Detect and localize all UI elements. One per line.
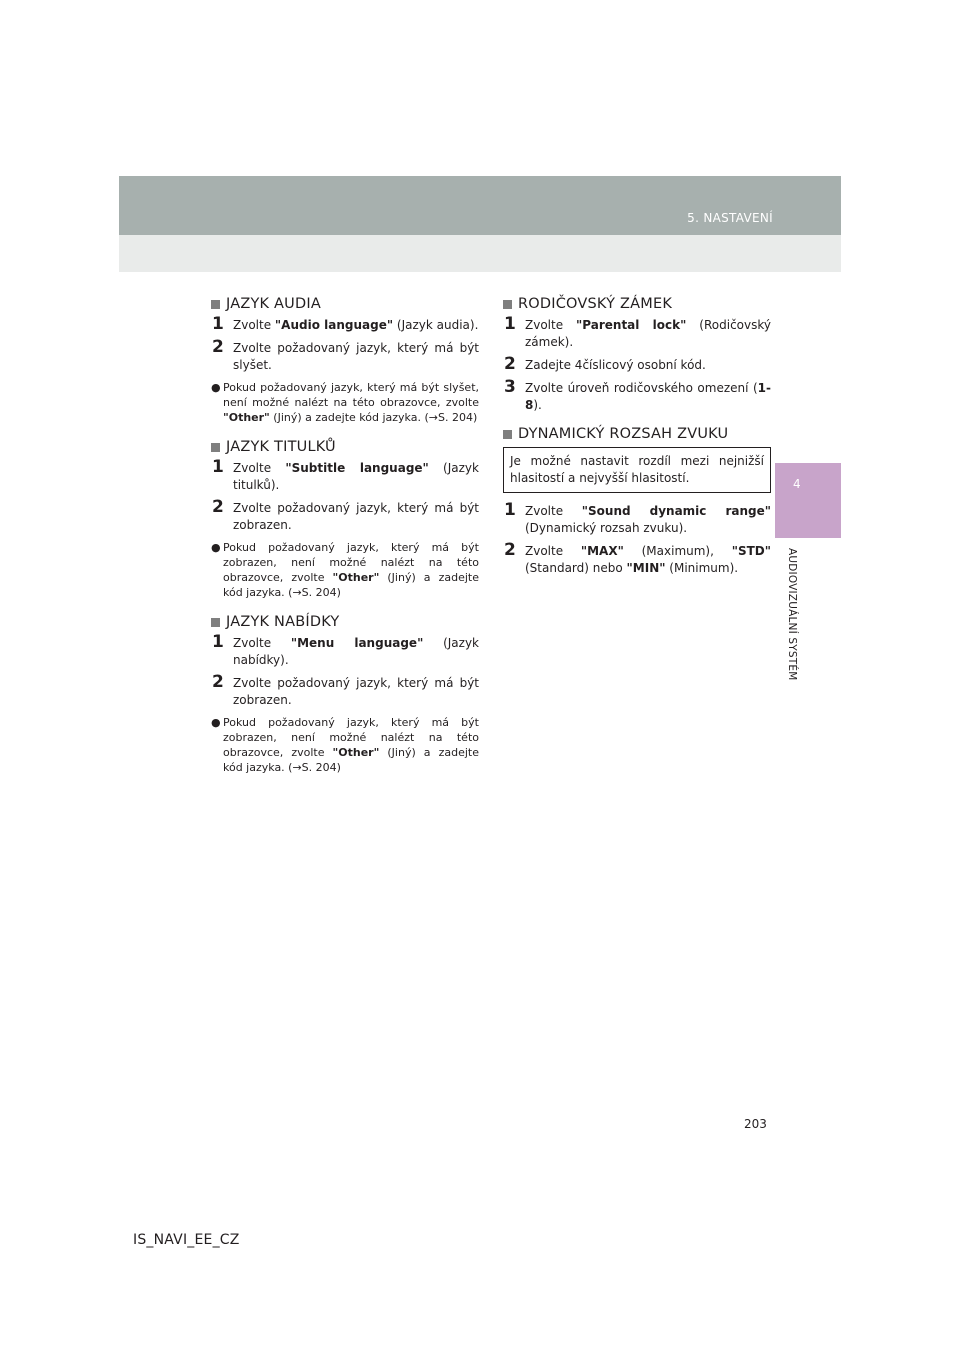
left-column xyxy=(211,296,479,789)
step-item: 2 Zvolte požadovaný jazyk, který má být zobrazen. xyxy=(212,497,479,532)
circle-bullet-icon: ● xyxy=(211,381,221,394)
step-number: 2 xyxy=(212,337,224,357)
section-heading-menu: JAZYK NABÍDKY xyxy=(211,614,479,630)
step-item: 2 Zadejte 4číslicový osobní kód. xyxy=(504,354,706,374)
step-number: 3 xyxy=(504,377,516,397)
step-item: 1 Zvolte "Sound dynamic range" (Dynamický rozsah zvuku). xyxy=(504,500,771,535)
step-number: 1 xyxy=(212,314,224,334)
step-number: 1 xyxy=(212,457,224,477)
chapter-side-label: AUDIOVIZUÁLNÍ SYSTÉM xyxy=(786,548,798,681)
step-item: 1 Zvolte "Audio language" (Jazyk audia). xyxy=(212,314,479,334)
step-number: 1 xyxy=(504,500,516,520)
step-number: 2 xyxy=(504,354,516,374)
circle-bullet-icon: ● xyxy=(211,716,221,729)
square-bullet-icon xyxy=(503,300,512,309)
section-heading-subtitle: JAZYK TITULKŮ xyxy=(211,439,479,455)
step-item: 2 Zvolte požadovaný jazyk, který má být slyšet. xyxy=(212,337,479,372)
step-item: 2 Zvolte "MAX" (Maximum), "STD" (Standard) nebo "MIN" (Minimum). xyxy=(504,540,771,575)
square-bullet-icon xyxy=(211,300,220,309)
step-number: 1 xyxy=(212,632,224,652)
section-heading-audio: JAZYK AUDIA xyxy=(211,296,479,312)
chapter-number: 4 xyxy=(793,477,801,491)
chapter-tab xyxy=(775,463,841,538)
section-heading-parental: RODIČOVSKÝ ZÁMEK xyxy=(503,296,771,312)
step-number: 2 xyxy=(212,497,224,517)
chapter-title: 5. NASTAVENÍ xyxy=(687,211,773,225)
section-heading-dynamic: DYNAMICKÝ ROZSAH ZVUKU xyxy=(503,426,771,442)
step-number: 2 xyxy=(504,540,516,560)
square-bullet-icon xyxy=(211,618,220,627)
note-bullet: ● Pokud požadovaný jazyk, který má být slyšet, není možné nalézt na této obrazovce, zvolte "Other" (Jiný) a zadejte kód jazyka. (→S. 204) xyxy=(211,381,479,424)
step-item: 1 Zvolte "Menu language" (Jazyk nabídky). xyxy=(212,632,479,667)
step-number: 2 xyxy=(212,672,224,692)
square-bullet-icon xyxy=(211,443,220,452)
note-bullet: ● Pokud požadovaný jazyk, který má být zobrazen, není možné nalézt na této obrazovce, zvolte "Other" (Jiný) a zadejte kód jazyka. (→S. 204) xyxy=(211,716,479,774)
note-bullet: ● Pokud požadovaný jazyk, který má být zobrazen, není možné nalézt na této obrazovce, zvolte "Other" (Jiný) a zadejte kód jazyka. (→S. 204) xyxy=(211,541,479,599)
info-box: Je možné nastavit rozdíl mezi nejnižší hlasitostí a nejvyšší hlasitostí. xyxy=(503,447,771,493)
circle-bullet-icon: ● xyxy=(211,541,221,554)
step-item: 2 Zvolte požadovaný jazyk, který má být zobrazen. xyxy=(212,672,479,707)
square-bullet-icon xyxy=(503,430,512,439)
page-number: 203 xyxy=(744,1117,767,1131)
step-item: 3 Zvolte úroveň rodičovského omezení (1-8). xyxy=(504,377,771,412)
document-code: IS_NAVI_EE_CZ xyxy=(133,1232,240,1248)
header-bar xyxy=(119,176,841,235)
step-item: 1 Zvolte "Parental lock" (Rodičovský zámek). xyxy=(504,314,771,349)
step-number: 1 xyxy=(504,314,516,334)
page-header xyxy=(119,176,841,272)
step-item: 1 Zvolte "Subtitle language" (Jazyk titulků). xyxy=(212,457,479,492)
right-column xyxy=(503,296,771,583)
